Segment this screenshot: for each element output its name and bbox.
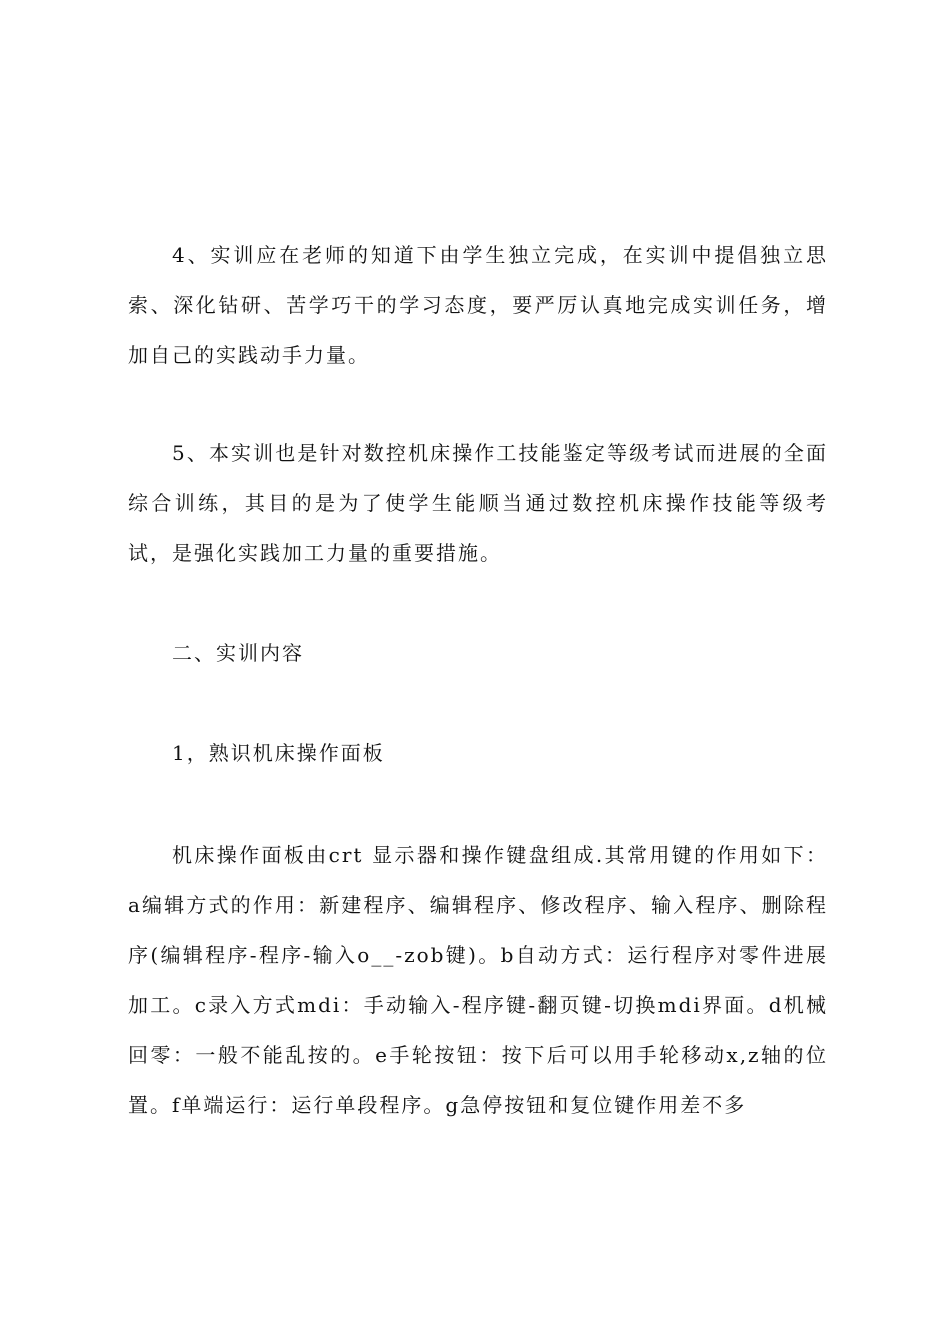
section-heading: 二、实训内容 xyxy=(172,641,304,665)
paragraph-item-4: 4、实训应在老师的知道下由学生独立完成，在实训中提倡独立思索、深化钻研、苦学巧干的学习态度，要严厉认真地完成实训任务，增加自己的实践动手力量。 xyxy=(128,243,828,367)
subheading: 1，熟识机床操作面板 xyxy=(172,741,385,765)
panel-description-paragraph: 机床操作面板由crt 显示器和操作键盘组成.其常用键的作用如下：a编辑方式的作用：新建程序、编辑程序、修改程序、输入程序、删除程序(编辑程序-程序-输入o__-zob键)。b自动方式：运行程序对零件进展加工。c录入方式mdi：手动输入-程序键-翻页键-切换mdi界面。d机械回零：一般不能乱按的。e手轮按钮：按下后可以用手轮移动x,z轴的位置。f单端运行：运行单段程序。g急停按钮和复位键作用差不多 xyxy=(128,843,828,1117)
paragraph-item-5: 5、本实训也是针对数控机床操作工技能鉴定等级考试而进展的全面综合训练，其目的是为了使学生能顺当通过数控机床操作技能等级考试，是强化实践加工力量的重要措施。 xyxy=(128,441,828,565)
